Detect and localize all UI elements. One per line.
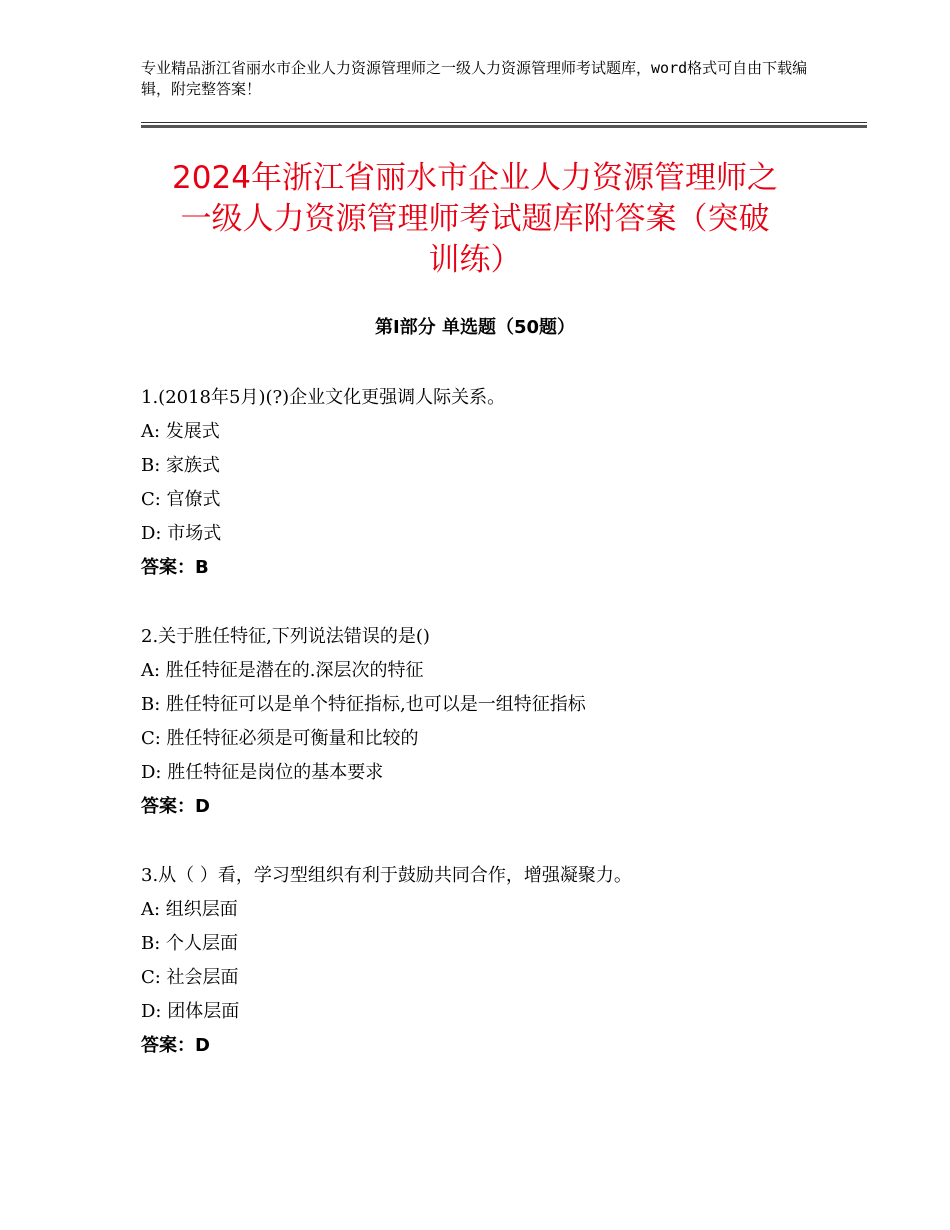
- option-d: D: 胜任特征是岗位的基本要求: [141, 762, 384, 783]
- option-b: B: 个人层面: [141, 933, 239, 954]
- option-b: B: 胜任特征可以是单个特征指标,也可以是一组特征指标: [141, 694, 586, 715]
- question-stem: 2.关于胜任特征,下列说法错误的是(): [141, 626, 430, 647]
- answer-label: 答案：D: [141, 796, 210, 817]
- option-d: D: 市场式: [141, 523, 222, 544]
- option-b: B: 家族式: [141, 455, 221, 476]
- title-line-1: 2024年浙江省丽水市企业人力资源管理师之: [172, 160, 778, 196]
- option-a: A: 组织层面: [141, 899, 238, 920]
- question-1: [141, 384, 861, 588]
- answer-label: 答案：D: [141, 1035, 210, 1056]
- title-line-3: 训练）: [428, 242, 522, 278]
- option-d: D: 团体层面: [141, 1001, 240, 1022]
- question-stem: 1.(2018年5月)(?)企业文化更强调人际关系。: [141, 387, 506, 408]
- option-c: C: 官僚式: [141, 489, 221, 510]
- header-divider-thick: [141, 125, 867, 128]
- section-heading: 第Ⅰ部分 单选题（50题）: [374, 317, 575, 338]
- question-3: [141, 862, 861, 1066]
- question-2: [141, 623, 861, 827]
- option-a: A: 胜任特征是潜在的.深层次的特征: [141, 660, 424, 681]
- document-title: [120, 158, 830, 281]
- option-c: C: 胜任特征必须是可衡量和比较的: [141, 728, 419, 749]
- header-divider-thin: [141, 122, 867, 123]
- option-a: A: 发展式: [141, 421, 220, 442]
- title-line-2: 一级人力资源管理师考试题库附答案（突破: [180, 201, 770, 237]
- option-c: C: 社会层面: [141, 967, 239, 988]
- answer-label: 答案：B: [141, 557, 209, 578]
- question-stem: 3.从（ ）看，学习型组织有利于鼓励共同合作，增强凝聚力。: [141, 865, 632, 886]
- header-note: 专业精品浙江省丽水市企业人力资源管理师之一级人力资源管理师考试题库，word格式可自由下载编辑，附完整答案！: [141, 59, 808, 98]
